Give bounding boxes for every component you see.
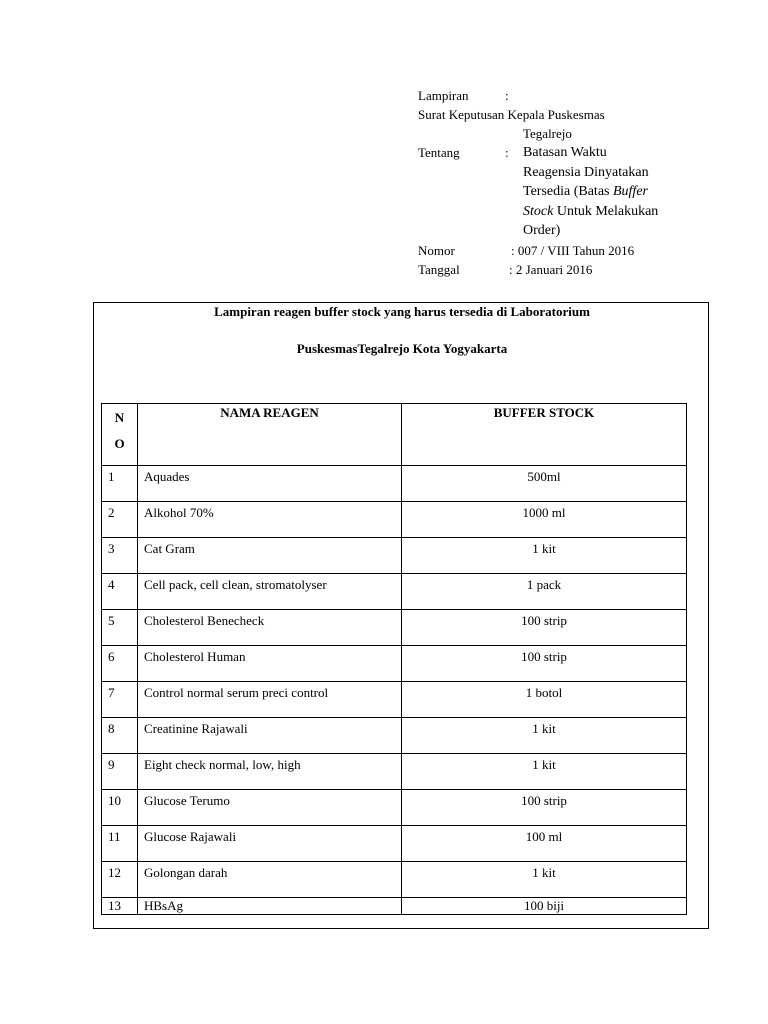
buffer-stock: 100 strip (402, 646, 687, 682)
nomor-label: Nomor (418, 242, 455, 258)
table-header-row (102, 404, 687, 466)
buffer-stock: 100 ml (402, 826, 687, 862)
row-number: 9 (102, 754, 138, 790)
tanggal-label: Tanggal (418, 261, 460, 277)
surat-location-text: Tegalrejo (523, 126, 572, 141)
tentang-italic: Stock (523, 203, 554, 219)
surat-keputusan-text: Surat Keputusan Kepala Puskesmas (418, 107, 605, 122)
attachment-title-line-1: Lampiran reagen buffer stock yang harus tersedia di Laboratorium (214, 304, 590, 319)
header-stock: BUFFER STOCK (402, 404, 687, 466)
lampiran-label: Lampiran (418, 88, 469, 103)
table-row (102, 574, 687, 610)
header-no-o: O (114, 436, 125, 451)
tanggal-value: : 2 Januari 2016 (509, 261, 593, 277)
attachment-title-line-2: PuskesmasTegalrejo Kota Yogyakarta (296, 341, 508, 356)
buffer-stock: 500ml (402, 466, 687, 502)
document-header (418, 86, 718, 279)
buffer-stock: 1 botol (402, 682, 687, 718)
table-row (102, 538, 687, 574)
row-number: 10 (102, 790, 138, 826)
reagent-name: Control normal serum preci control (138, 682, 402, 718)
reagent-name: Aquades (138, 466, 402, 502)
buffer-stock: 1 kit (402, 538, 687, 574)
lampiran-colon: : (505, 88, 509, 103)
row-number: 1 (102, 466, 138, 502)
table-row (102, 826, 687, 862)
row-number: 5 (102, 610, 138, 646)
header-no (102, 404, 138, 466)
row-number: 6 (102, 646, 138, 682)
table-row (102, 862, 687, 898)
buffer-stock: 100 biji (402, 898, 687, 915)
row-number: 4 (102, 574, 138, 610)
reagent-name: Cholesterol Human (138, 646, 402, 682)
row-number: 11 (102, 826, 138, 862)
tentang-value (523, 143, 718, 241)
table-row (102, 754, 687, 790)
row-number: 12 (102, 862, 138, 898)
reagent-name: Alkohol 70% (138, 502, 402, 538)
nomor-value: : 007 / VIII Tahun 2016 (511, 242, 635, 258)
tentang-line: Tersedia (Batas (523, 184, 613, 199)
reagent-name: Glucose Rajawali (138, 826, 402, 862)
tentang-line: Batasan Waktu (523, 145, 607, 160)
row-number: 2 (102, 502, 138, 538)
attachment-box (93, 302, 709, 929)
tanggal-row (418, 260, 718, 279)
table-row (102, 790, 687, 826)
header-name: NAMA REAGEN (138, 404, 402, 466)
row-number: 7 (102, 682, 138, 718)
nomor-row (418, 241, 718, 260)
buffer-stock: 1 kit (402, 754, 687, 790)
buffer-stock: 1 kit (402, 718, 687, 754)
tentang-line: Reagensia Dinyatakan (523, 164, 649, 180)
table-row (102, 466, 687, 502)
reagent-name: Creatinine Rajawali (138, 718, 402, 754)
reagent-name: HBsAg (138, 898, 402, 915)
reagent-name: Glucose Terumo (138, 790, 402, 826)
reagent-table (101, 403, 687, 915)
buffer-stock: 1 kit (402, 862, 687, 898)
reagent-name: Cholesterol Benecheck (138, 610, 402, 646)
tentang-line: Untuk Melakukan (553, 203, 659, 219)
reagent-name: Cell pack, cell clean, stromatolyser (138, 574, 402, 610)
tentang-row (418, 143, 718, 241)
reagent-name: Eight check normal, low, high (138, 754, 402, 790)
surat-line-1 (418, 105, 718, 124)
table-row (102, 898, 687, 915)
buffer-stock: 1000 ml (402, 502, 687, 538)
buffer-stock: 1 pack (402, 574, 687, 610)
row-number: 3 (102, 538, 138, 574)
tentang-colon: : (505, 145, 509, 160)
table-row (102, 610, 687, 646)
buffer-stock: 100 strip (402, 790, 687, 826)
table-row (102, 718, 687, 754)
header-no-n: N (114, 410, 125, 425)
reagent-name: Cat Gram (138, 538, 402, 574)
tentang-label: Tentang (418, 145, 460, 160)
tentang-line: Order) (523, 223, 561, 238)
row-number: 13 (102, 898, 138, 915)
table-row (102, 646, 687, 682)
table-body (102, 466, 687, 915)
row-number: 8 (102, 718, 138, 754)
table-row (102, 682, 687, 718)
tentang-italic: Buffer (612, 184, 648, 199)
buffer-stock: 100 strip (402, 610, 687, 646)
surat-line-2 (418, 124, 718, 143)
lampiran-row (418, 86, 718, 105)
reagent-name: Golongan darah (138, 862, 402, 898)
table-row (102, 502, 687, 538)
